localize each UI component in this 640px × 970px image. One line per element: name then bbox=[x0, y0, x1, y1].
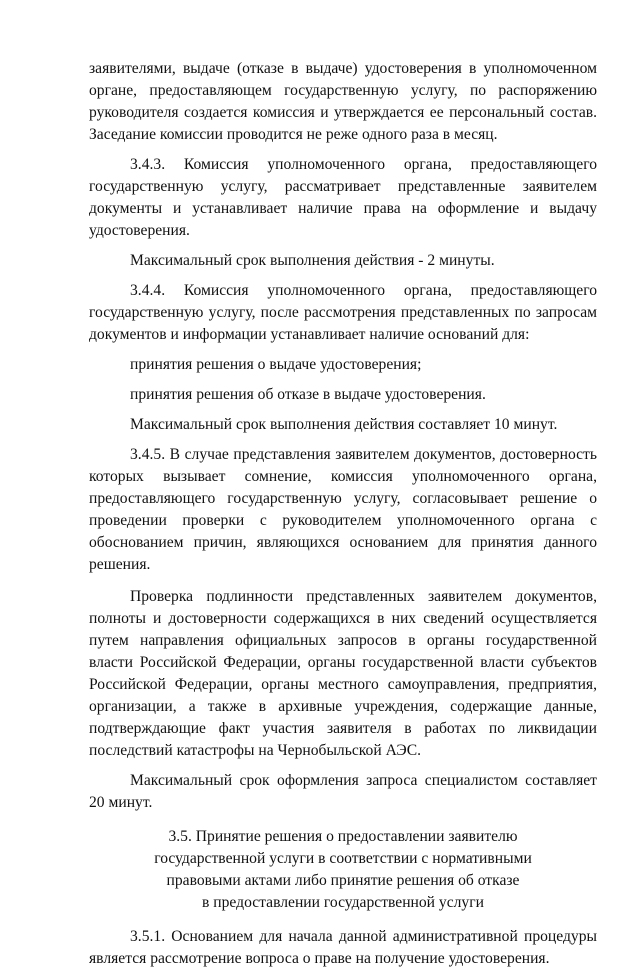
list-item-issue-decision: принятия решения о выдаче удостоверения; bbox=[130, 356, 422, 373]
heading-line: правовыми актами либо принятие решения об отказе bbox=[166, 872, 520, 889]
heading-line: 3.5. Принятие решения о предоставлении заявителю bbox=[168, 828, 518, 845]
list-item-refusal-decision: принятия решения об отказе в выдаче удостоверения. bbox=[130, 386, 486, 403]
paragraph-verification: Проверка подлинности представленных заявителем документов, полноты и достоверности содержащихся в них сведений осуществляется путем направления официальных запросов в органы государственной власти Российской Федерации, органы государственной власти субъектов Российской Федерации, органы местного самоуправления, предприятия, организации, а также в архивные учреждения, содержащие данные, подтверждающие факт участия заявителя в работах по ликвидации последствий катастрофы на Чернобыльской АЭС. bbox=[89, 588, 597, 759]
heading-line: государственной услуги в соответствии с нормативными bbox=[154, 850, 532, 867]
heading-line: в предоставлении государственной услуги bbox=[202, 894, 484, 911]
paragraph-3-4-3: 3.4.3. Комиссия уполномоченного органа, предоставляющего государственную услугу, рассматривает представленные заявителем документы и устанавливает наличие права на оформление и выдачу удостоверения. bbox=[89, 156, 597, 239]
section-heading-3-5 bbox=[89, 826, 597, 914]
paragraph-time-limit-3: Максимальный срок оформления запроса специалистом составляет 20 минут. bbox=[89, 772, 597, 811]
paragraph-continuation: заявителями, выдаче (отказе в выдаче) удостоверения в уполномоченном органе, предоставляющем государственную услугу, по распоряжению руководителя создается комиссия и утверждается ее персональный состав. Заседание комиссии проводится не реже одного раза в месяц. bbox=[89, 60, 597, 143]
paragraph-time-limit-2: Максимальный срок выполнения действия составляет 10 минут. bbox=[130, 416, 558, 433]
paragraph-3-4-4: 3.4.4. Комиссия уполномоченного органа, предоставляющего государственную услугу, после рассмотрения представленных по запросам документов и информации устанавливает наличие оснований для: bbox=[89, 282, 597, 343]
paragraph-time-limit-1: Максимальный срок выполнения действия - 2 минуты. bbox=[130, 252, 495, 269]
paragraph-3-5-1: 3.5.1. Основанием для начала данной административной процедуры является рассмотрение вопроса о праве на получение удостоверения. bbox=[89, 928, 597, 967]
document-body bbox=[89, 58, 597, 970]
paragraph-3-4-5: 3.4.5. В случае представления заявителем документов, достоверность которых вызывает сомнение, комиссия уполномоченного органа, предоставляющего государственную услугу, согласовывает решение о проведении проверки с руководителем уполномоченного органа с обоснованием причин, являющихся основанием для принятия данного решения. bbox=[89, 446, 597, 573]
